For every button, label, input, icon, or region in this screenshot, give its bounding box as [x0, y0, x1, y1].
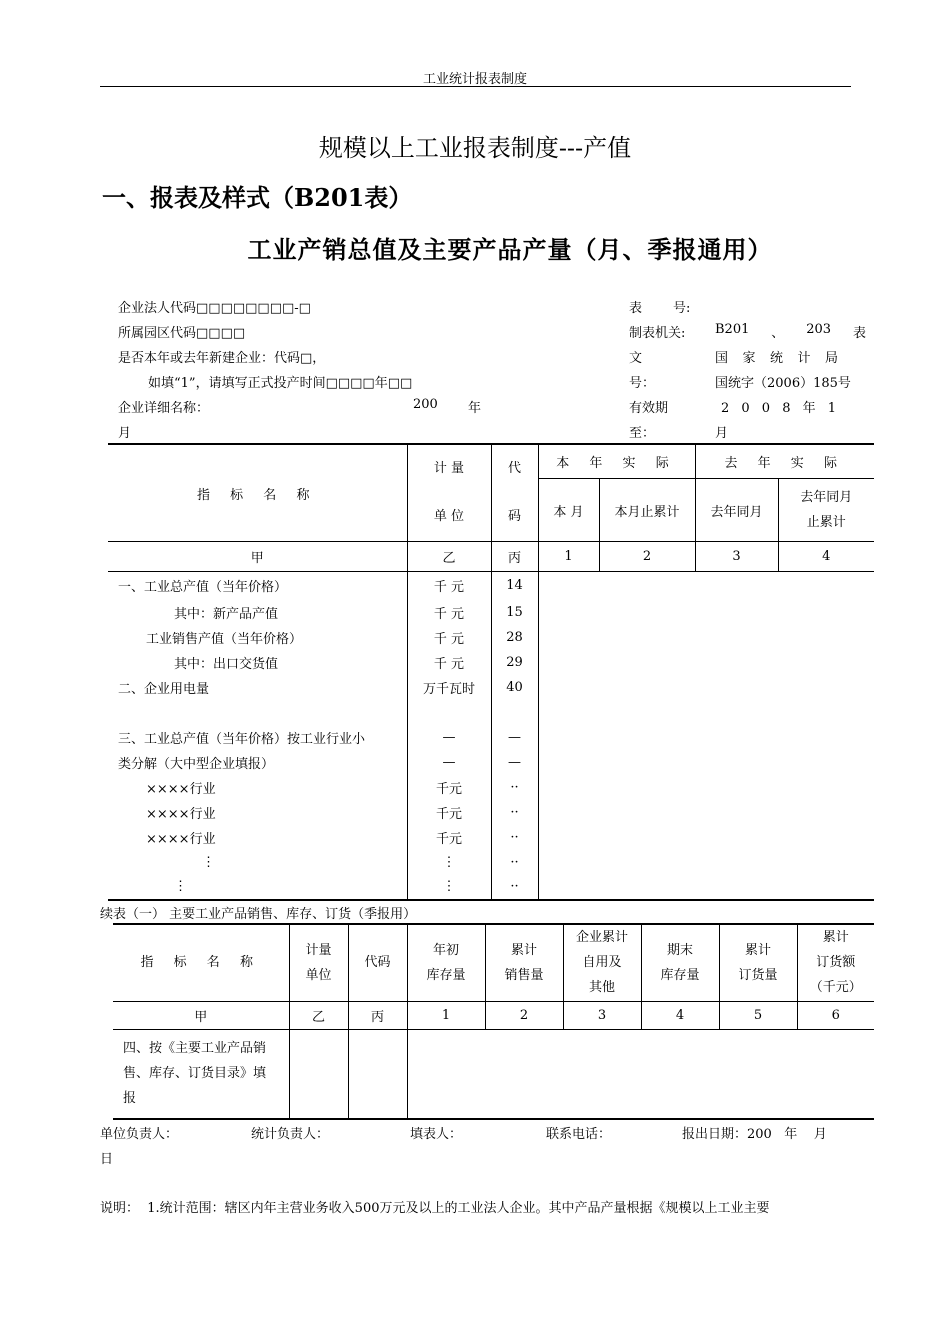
hdr2-orders-line: 累计: [744, 942, 771, 958]
hdr2-unit-line: 单位: [305, 967, 332, 983]
hdr-code-line1: 代: [507, 461, 521, 476]
hdr2-closing-stock-line: 库存量: [660, 967, 700, 983]
hdr-last-month: 去年同月: [695, 479, 778, 542]
section-heading: 一、报表及样式（B201表）: [102, 183, 413, 212]
hdr-last-cum-line1: 去年同月: [800, 490, 853, 506]
table-row: [108, 572, 874, 600]
hdr2-self-use-line: 自用及: [582, 955, 622, 971]
section4-line2: 售、库存、订货目录》填: [123, 1066, 267, 1082]
indicator-name: 其中：新产品产值: [108, 600, 407, 625]
report-year: 200: [413, 397, 438, 412]
hdr2-orders: [719, 924, 797, 1001]
table-number: [715, 322, 866, 341]
index-cell: 3: [695, 542, 778, 572]
unit-cell: 万千瓦时: [407, 675, 491, 700]
valid-until-label: 至：: [629, 426, 656, 441]
unit-cell: ⋮: [407, 850, 491, 875]
hdr2-orders-line: 订货量: [738, 967, 778, 983]
indicator-name: 三、工业总产值（当年价格）按工业行业小: [108, 725, 407, 750]
valid-label: 有效期: [629, 401, 669, 416]
unit-cell: 千 元: [407, 650, 491, 675]
hdr2-order-value-line: （千元）: [809, 980, 862, 996]
indicator-name: 工业销售产值（当年价格）: [108, 625, 407, 650]
table-number-suffix: 表: [852, 326, 866, 341]
enterprise-code: 企业法人代码□□□□□□□□-□: [118, 301, 311, 316]
hdr-unit-line2: 单 位: [433, 509, 465, 524]
doc-title: 规模以上工业报表制度---产值: [318, 134, 632, 162]
hdr2-closing-stock-line: 期末: [666, 942, 693, 958]
hdr2-self-use: [563, 924, 641, 1001]
continuation-table: [113, 923, 874, 1120]
unit-cell: [407, 700, 491, 725]
code-cell: —: [491, 725, 538, 750]
indicator-name: ⋮: [108, 875, 407, 900]
code-cell: ··: [491, 775, 538, 800]
hdr2-sales-line: 累计: [510, 942, 537, 958]
enterprise-name: 企业详细名称：: [118, 401, 210, 416]
hdr2-self-use-line: 企业累计: [575, 930, 628, 946]
code-cell: 14: [491, 572, 538, 600]
table-number-sep: 、: [771, 326, 785, 341]
organ-label: 制表机关:: [629, 326, 686, 341]
hdr-unit: [407, 444, 491, 542]
hdr-last-year: 去 年 实 际: [695, 444, 874, 479]
filler: 填表人：: [410, 1127, 463, 1142]
unit-cell: 千元: [407, 800, 491, 825]
hdr2-opening-stock-line: 年初: [432, 942, 459, 958]
hdr2-sales: [485, 924, 563, 1001]
index-cell: 丙: [491, 542, 538, 572]
unit-cell: —: [407, 725, 491, 750]
indicator-name: ××××行业: [108, 825, 407, 850]
code-cell: 15: [491, 600, 538, 625]
index-cell: 6: [797, 1001, 874, 1029]
hdr2-opening-stock-line: 库存量: [426, 967, 466, 983]
index-cell: 丙: [348, 1001, 407, 1029]
index-cell: 5: [719, 1001, 797, 1029]
code-cell: —: [491, 750, 538, 775]
values-area: [538, 572, 874, 900]
organ-name: 国家统计局: [715, 351, 853, 366]
report-day: 日: [100, 1152, 114, 1167]
code-cell: 28: [491, 625, 538, 650]
table-no-label: 表: [629, 301, 643, 316]
doc-number-label: 号：: [629, 376, 656, 391]
section4-line3: 报: [123, 1091, 137, 1107]
phone: 联系电话：: [546, 1127, 612, 1142]
index-cell: 乙: [407, 542, 491, 572]
header-rule: [100, 86, 851, 87]
report-month-label: 月: [118, 426, 132, 441]
indicator-name: ××××行业: [108, 800, 407, 825]
hdr2-unit: [289, 924, 348, 1001]
indicator-name: 其中：出口交货值: [108, 650, 407, 675]
index-cell: 2: [599, 542, 695, 572]
indicator-name: 二、企业用电量: [108, 675, 407, 700]
code-cell: ··: [491, 850, 538, 875]
report-year-label: 年: [468, 401, 482, 416]
hdr2-closing-stock: [641, 924, 719, 1001]
hdr-indicator-name: 指 标 名 称: [108, 444, 407, 542]
table-number-203: 203: [806, 322, 832, 337]
code-cell: ··: [491, 800, 538, 825]
section4-values: [407, 1029, 874, 1119]
hdr2-sales-line: 销售量: [504, 967, 544, 983]
section4-unit: [289, 1029, 348, 1119]
section4-line1: 四、按《主要工业产品销: [123, 1041, 267, 1057]
production-time: 如填“1”，请填写正式投产时间□□□□年□□: [148, 376, 413, 391]
table-number-b201: B201: [715, 322, 750, 337]
code-cell: 40: [491, 675, 538, 700]
hdr-code-line2: 码: [507, 509, 521, 524]
hdr2-order-value-line: 累计: [822, 930, 849, 946]
stat-head: 统计负责人：: [251, 1127, 330, 1142]
indicator-name: 类分解（大中型企业填报）: [108, 750, 407, 775]
valid-date: 2 0 0 8 年 1: [721, 401, 837, 416]
indicator-name: [108, 700, 407, 725]
indicator-name: ⋮: [108, 850, 407, 875]
hdr2-order-value-line: 订货额: [816, 955, 856, 971]
hdr-last-cumulative: [778, 479, 874, 542]
hdr2-opening-stock: [407, 924, 485, 1001]
indicator-name: ××××行业: [108, 775, 407, 800]
hdr2-self-use-line: 其他: [588, 980, 615, 996]
hdr-last-cum-line2: 止累计: [806, 515, 846, 531]
hdr-unit-line1: 计 量: [433, 461, 465, 476]
index-cell: 甲: [108, 542, 407, 572]
hdr-cumulative: 本月止累计: [599, 479, 695, 542]
table-no-colon: 号:: [673, 301, 691, 316]
hdr2-order-value: [797, 924, 874, 1001]
code-cell: ··: [491, 825, 538, 850]
index-cell: 1: [407, 1001, 485, 1029]
hdr2-unit-line: 计量: [305, 942, 332, 958]
index-cell: 甲: [113, 1001, 289, 1029]
hdr-this-year: 本 年 实 际: [538, 444, 695, 479]
new-enterprise: 是否本年或去年新建企业：代码□，: [118, 351, 326, 366]
doc-label: 文: [629, 351, 643, 366]
hdr-code: [491, 444, 538, 542]
hdr2-code: 代码: [348, 924, 407, 1001]
form-title: 工业产销总值及主要产品产量（月、季报通用）: [247, 235, 773, 264]
hdr-this-month: 本 月: [538, 479, 599, 542]
unit-cell: 千元: [407, 775, 491, 800]
park-code: 所属园区代码□□□□: [118, 326, 246, 341]
main-table: [108, 443, 874, 901]
index-cell: 3: [563, 1001, 641, 1029]
page-header: 工业统计报表制度: [422, 72, 527, 87]
section4-code: [348, 1029, 407, 1119]
indicator-name: 一、工业总产值（当年价格）: [108, 572, 407, 600]
unit-cell: 千 元: [407, 572, 491, 600]
unit-cell: 千 元: [407, 600, 491, 625]
hdr2-indicator-name: 指 标 名 称: [113, 924, 289, 1001]
unit-cell: —: [407, 750, 491, 775]
note: 说明： 1.统计范围：辖区内年主营业务收入500万元及以上的工业法人企业。其中产品产量根据《规模以上工业主要: [100, 1201, 770, 1216]
index-cell: 1: [538, 542, 599, 572]
doc-number: 国统字（2006）185号: [715, 376, 851, 391]
unit-head: 单位负责人：: [100, 1127, 179, 1142]
unit-cell: 千元: [407, 825, 491, 850]
code-cell: [491, 700, 538, 725]
index-cell: 4: [778, 542, 874, 572]
unit-cell: ⋮: [407, 875, 491, 900]
index-cell: 乙: [289, 1001, 348, 1029]
code-cell: ··: [491, 875, 538, 900]
valid-month: 月: [715, 426, 729, 441]
unit-cell: 千 元: [407, 625, 491, 650]
index-cell: 4: [641, 1001, 719, 1029]
section4-indicator: [113, 1029, 289, 1119]
code-cell: 29: [491, 650, 538, 675]
continuation-title: 续表（一） 主要工业产品销售、库存、订货（季报用）: [100, 907, 417, 922]
report-date: 报出日期：200 年 月: [682, 1127, 827, 1142]
index-cell: 2: [485, 1001, 563, 1029]
